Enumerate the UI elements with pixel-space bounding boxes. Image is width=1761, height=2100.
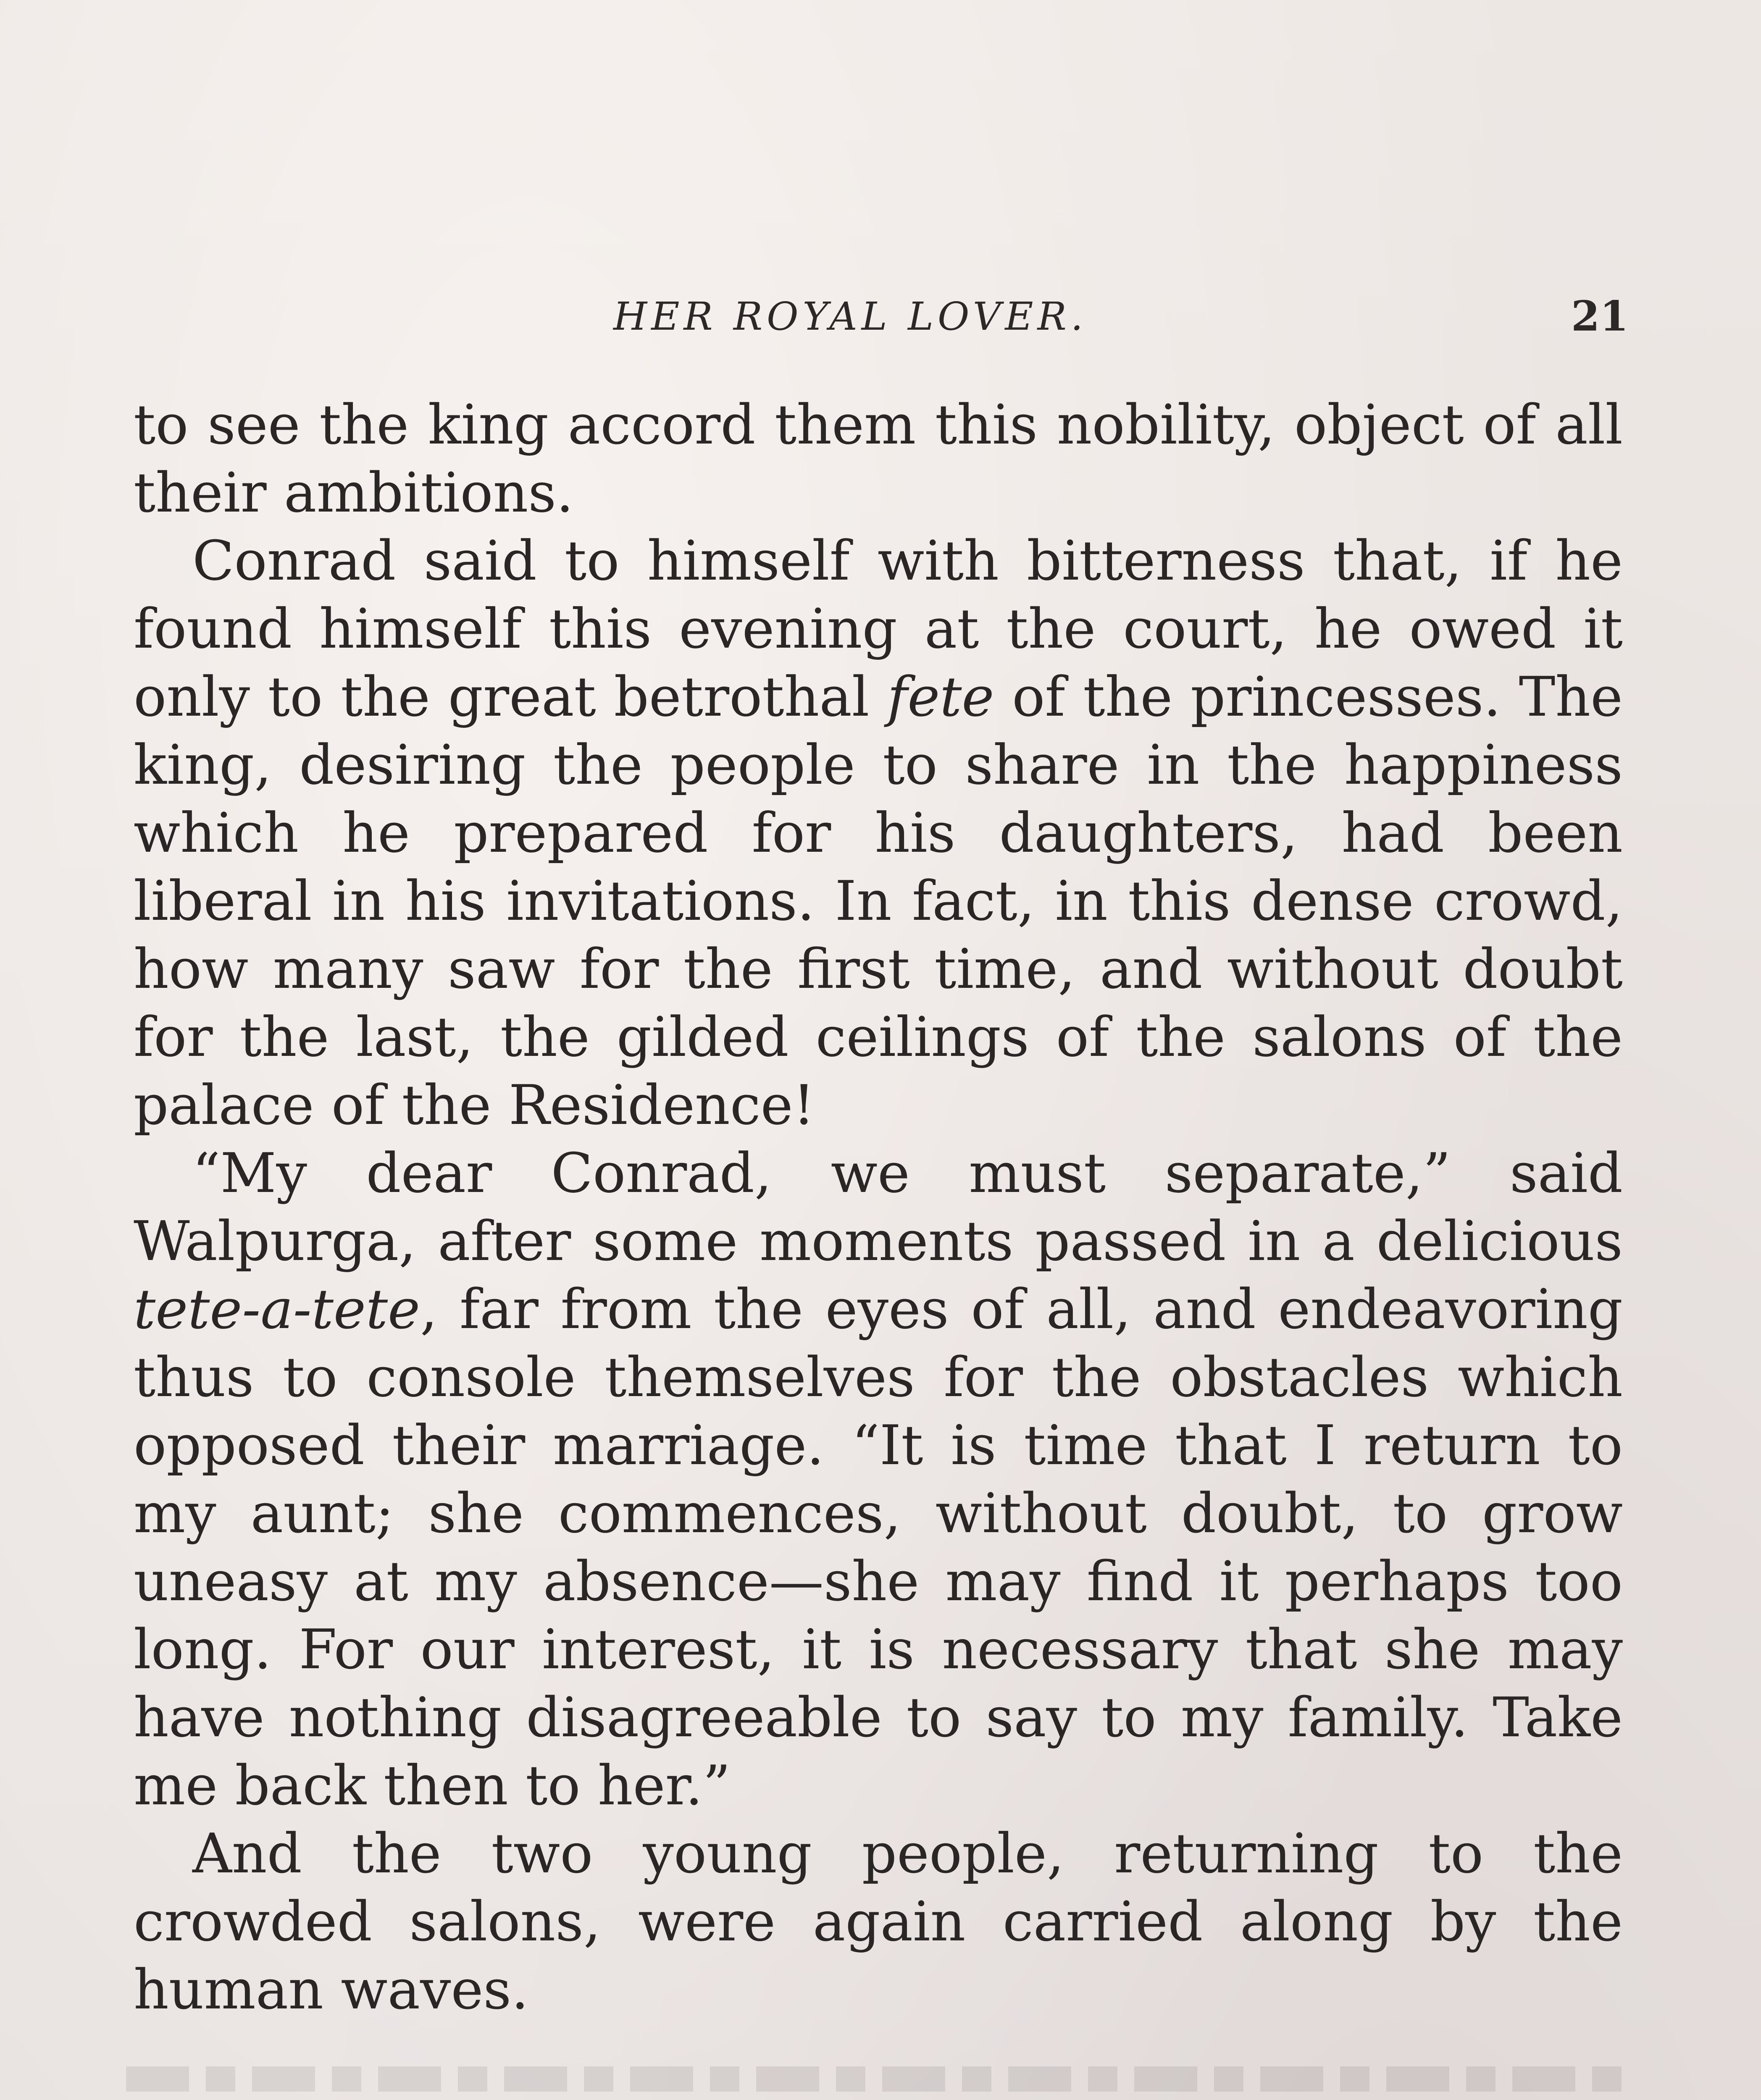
text-segment: Conrad said to himself with bitterness that, if he found himself this evening at the court, he owed it only to the great betrothal <box>134 529 1623 729</box>
italic-word: tete-a-tete <box>134 1277 421 1341</box>
text-segment: to see the king accord them this nobility, object of all their ambitions. <box>134 393 1623 525</box>
paragraph-4 <box>134 1819 1623 2024</box>
paragraph-3 <box>134 1139 1623 1819</box>
running-title: HER ROYAL LOVER. <box>613 294 1087 339</box>
paragraph-2 <box>134 527 1623 1139</box>
text-segment: of the princesses. The king, desiring the people to share in the happiness which he prepared for his daughters, had been liberal in his invitations. In fact, in this dense crowd, how many saw for the first time, and without doubt for the last, the gilded ceilings of the salons of the palace of the Residence! <box>134 665 1623 1137</box>
text-segment: , far from the eyes of all, and endeavoring thus to console themselves for the obstacles which opposed their marriage. “It is time that I return to my aunt; she commences, without doubt, to grow uneasy at my absence—she may find it perhaps too long. For our interest, it is necessary that she may have nothing disagreeable to say to my family. Take me back then to her.” <box>134 1277 1623 1817</box>
text-segment: And the two young people, returning to the crowded salons, were again carried along by the human waves. <box>134 1822 1623 2021</box>
bleed-through-texture <box>126 2050 1622 2100</box>
italic-word: fete <box>887 665 994 729</box>
body-text <box>134 391 1623 2024</box>
ghost-line <box>126 2066 1622 2092</box>
running-head <box>0 294 1761 349</box>
page-number: 21 <box>1571 292 1629 341</box>
paragraph-1 <box>134 391 1623 527</box>
text-segment: “My dear Conrad, we must separate,” said Walpurga, after some moments passed in a delicious <box>134 1141 1623 1273</box>
